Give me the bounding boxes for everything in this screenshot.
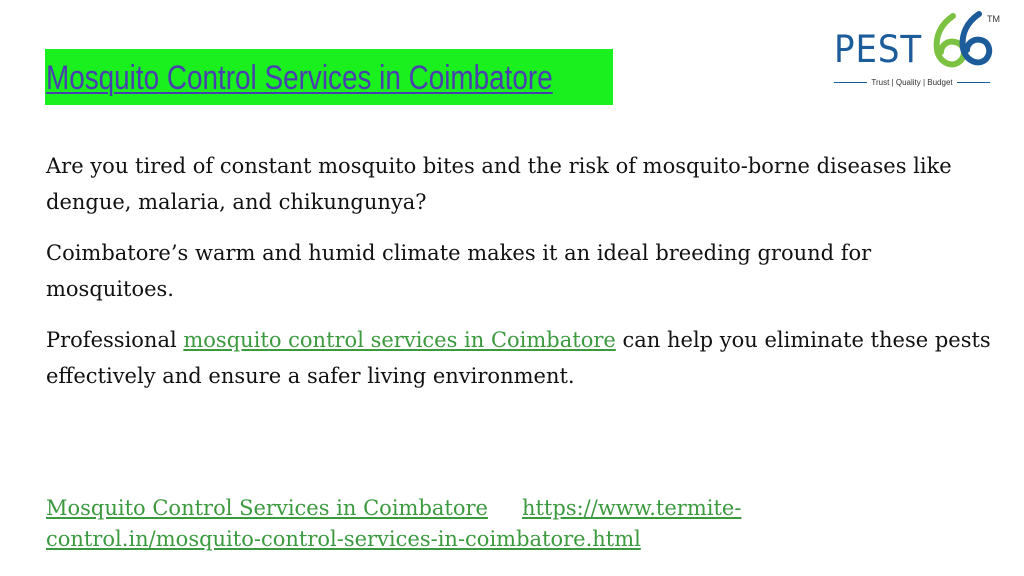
page-title[interactable]: Mosquito Control Services in Coimbatore (46, 59, 553, 97)
pest66-logo (830, 8, 1010, 98)
paragraph-services (46, 322, 996, 394)
logo-tagline (834, 78, 990, 87)
paragraph-climate: Coimbatore’s warm and humid climate makes it an ideal breeding ground for mosquitoes. (46, 241, 872, 301)
logo-66-icon (929, 10, 993, 74)
footer-url-link[interactable]: https://www.termite-control.in/mosquito-control-services-in-coimbatore.html (46, 496, 742, 551)
tagline-rule-left (834, 82, 867, 83)
paragraph-diseases: Are you tired of constant mosquito bites and the risk of mosquito-borne diseases like dengue, malaria, and chikungunya? (46, 154, 952, 214)
footer-title-link[interactable]: Mosquito Control Services in Coimbatore (46, 496, 488, 520)
logo-trademark: TM (987, 14, 1000, 24)
body-text (46, 148, 996, 409)
paragraph-services-lead: Professional (46, 328, 184, 352)
footer-links (46, 493, 946, 555)
mosquito-control-link[interactable]: mosquito control services in Coimbatore (183, 328, 616, 352)
logo-wordmark: PEST (834, 28, 923, 71)
tagline-text: Trust | Quality | Budget (871, 78, 953, 87)
tagline-rule-right (957, 82, 990, 83)
paragraph-services-tail: can help you eliminate these pests effectively and ensure a safer living environment. (46, 328, 991, 388)
